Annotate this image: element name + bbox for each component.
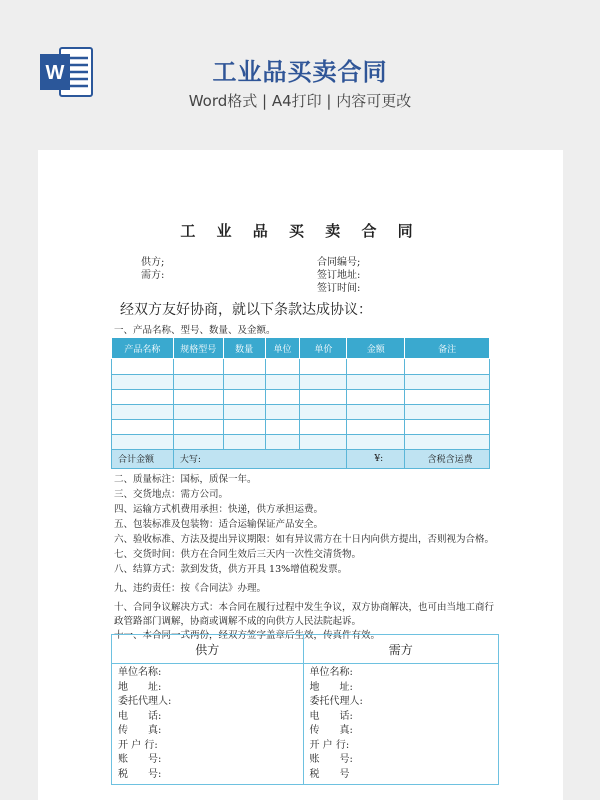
- table-cell[interactable]: [173, 434, 223, 449]
- signature-table: [111, 634, 499, 785]
- field-label: 单位名称:: [309, 667, 353, 678]
- section-5: 五、包装标准及包装物：适合运输保证产品安全。: [114, 519, 324, 530]
- sign-address-label: 签订地址:: [317, 270, 361, 281]
- document-page: [38, 150, 563, 800]
- field-label: 账 号:: [118, 754, 162, 765]
- meta-left: [141, 256, 164, 282]
- table-cell[interactable]: [347, 419, 405, 434]
- field-label: 地 址:: [309, 681, 353, 693]
- contract-number-label: 合同编号;: [317, 257, 361, 268]
- table-cell[interactable]: [265, 434, 300, 449]
- table-cell[interactable]: [405, 374, 490, 389]
- table-row: [112, 389, 490, 404]
- table-cell[interactable]: [265, 419, 300, 434]
- table-cell[interactable]: [173, 404, 223, 419]
- field-label: 电 话:: [118, 710, 162, 722]
- table-cell[interactable]: [405, 389, 490, 404]
- table-cell[interactable]: [223, 359, 265, 374]
- table-row: [112, 404, 490, 419]
- table-cell[interactable]: [347, 389, 405, 404]
- table-row: [112, 374, 490, 389]
- section-7: 七、交货时间：供方在合同生效后三天内一次性交清货物。: [114, 549, 362, 560]
- section-9: 九、违约责任：按《合同法》办理。: [114, 583, 267, 594]
- table-cell[interactable]: [173, 359, 223, 374]
- table-cell[interactable]: [265, 389, 300, 404]
- header-cell: 单价: [300, 338, 347, 359]
- table-cell[interactable]: [223, 374, 265, 389]
- section-10-cont: 政管路部门调解，协商或调解不成的向供方人民法院起诉。: [114, 616, 362, 627]
- table-cell[interactable]: [223, 419, 265, 434]
- table-cell[interactable]: [112, 419, 174, 434]
- table-cell[interactable]: [347, 404, 405, 419]
- header-cell: 金额: [347, 338, 405, 359]
- table-cell[interactable]: [223, 404, 265, 419]
- supplier-header: 供方: [112, 635, 304, 664]
- table-cell[interactable]: [300, 389, 347, 404]
- section-2: 二、质量标注：国标，质保一年。: [114, 474, 257, 485]
- table-cell[interactable]: [265, 374, 300, 389]
- document-title: 工 业 品 买 卖 合 同: [180, 222, 421, 240]
- table-cell[interactable]: [405, 404, 490, 419]
- field-label: 单位名称:: [118, 667, 162, 678]
- table-cell[interactable]: [300, 404, 347, 419]
- table-cell[interactable]: [405, 419, 490, 434]
- product-table: [111, 337, 490, 469]
- table-cell[interactable]: [112, 359, 174, 374]
- table-cell[interactable]: [265, 359, 300, 374]
- table-cell[interactable]: [223, 434, 265, 449]
- product-table-footer: [112, 449, 490, 468]
- meta-right: [317, 256, 360, 295]
- table-row: [112, 419, 490, 434]
- table-cell[interactable]: [347, 434, 405, 449]
- table-cell[interactable]: [405, 434, 490, 449]
- table-row: [112, 434, 490, 449]
- page-header: [0, 0, 600, 150]
- table-cell[interactable]: [112, 434, 174, 449]
- product-table-header: [112, 338, 490, 359]
- buyer-label: 需方:: [141, 270, 165, 281]
- table-cell[interactable]: [300, 359, 347, 374]
- table-cell[interactable]: [173, 374, 223, 389]
- field-label: 传 真:: [309, 725, 353, 736]
- page-subtitle: Word格式 | A4打印 | 内容可更改: [188, 92, 412, 110]
- field-label: 开 户 行:: [118, 739, 158, 751]
- capital-amount-label[interactable]: 大写:: [173, 449, 347, 468]
- table-cell[interactable]: [300, 419, 347, 434]
- header-cell: 规格型号: [173, 338, 223, 359]
- buyer-fields[interactable]: [303, 664, 499, 785]
- table-cell[interactable]: [173, 419, 223, 434]
- section-10: 十、合同争议解决方式：本合同在履行过程中发生争议，双方协商解决，也可由当地工商行: [114, 602, 495, 613]
- section-11: 十一、本合同一式两份，经双方签字盖章后生效，传真件有效。: [114, 630, 381, 641]
- section-3: 三、交货地点：需方公司。: [114, 489, 229, 500]
- table-cell[interactable]: [300, 434, 347, 449]
- field-label: 委托代理人:: [309, 696, 363, 707]
- tax-note: 含税含运费: [405, 449, 490, 468]
- amount-label[interactable]: ¥:: [347, 449, 405, 468]
- table-cell[interactable]: [347, 374, 405, 389]
- field-label: 传 真:: [118, 725, 162, 736]
- table-cell[interactable]: [112, 404, 174, 419]
- field-label: 地 址:: [118, 681, 162, 693]
- table-cell[interactable]: [223, 389, 265, 404]
- header-cell: 产品名称: [112, 338, 174, 359]
- supplier-label: 供方;: [141, 257, 165, 268]
- section-4: 四、运输方式机费用承担：快递，供方承担运费。: [114, 504, 324, 515]
- field-label: 税 号:: [118, 768, 162, 780]
- section-1: 一、产品名称、型号、数量、及金额。: [114, 325, 276, 336]
- section-8: 八、结算方式：款到发货，供方开具 13%增值税发票。: [114, 564, 348, 575]
- field-label: 税 号: [309, 768, 350, 780]
- header-cell: 备注: [405, 338, 490, 359]
- sign-time-label: 签订时间:: [317, 283, 361, 294]
- table-cell[interactable]: [265, 404, 300, 419]
- field-label: 委托代理人:: [118, 696, 172, 707]
- supplier-fields[interactable]: [112, 664, 304, 785]
- header-cell: 数量: [223, 338, 265, 359]
- field-label: 开 户 行:: [309, 739, 350, 751]
- field-label: 账 号:: [309, 754, 353, 765]
- total-label: 合计金额: [112, 449, 174, 468]
- field-label: 电 话:: [309, 710, 353, 722]
- table-cell[interactable]: [347, 359, 405, 374]
- section-6: 六、验收标准、方法及提出异议期限：如有异议需方在十日内向供方提出，否则视为合格。: [114, 534, 495, 545]
- page-title: 工业品买卖合同: [212, 58, 388, 86]
- table-cell[interactable]: [173, 389, 223, 404]
- table-row: [112, 359, 490, 374]
- table-cell[interactable]: [112, 389, 174, 404]
- table-cell[interactable]: [300, 374, 347, 389]
- header-cell: 单位: [265, 338, 300, 359]
- buyer-header: 需方: [303, 635, 499, 664]
- table-cell[interactable]: [112, 374, 174, 389]
- word-logo-letter: W: [45, 62, 65, 84]
- table-cell[interactable]: [405, 359, 490, 374]
- intro-text: 经双方友好协商，就以下条款达成协议：: [120, 302, 372, 318]
